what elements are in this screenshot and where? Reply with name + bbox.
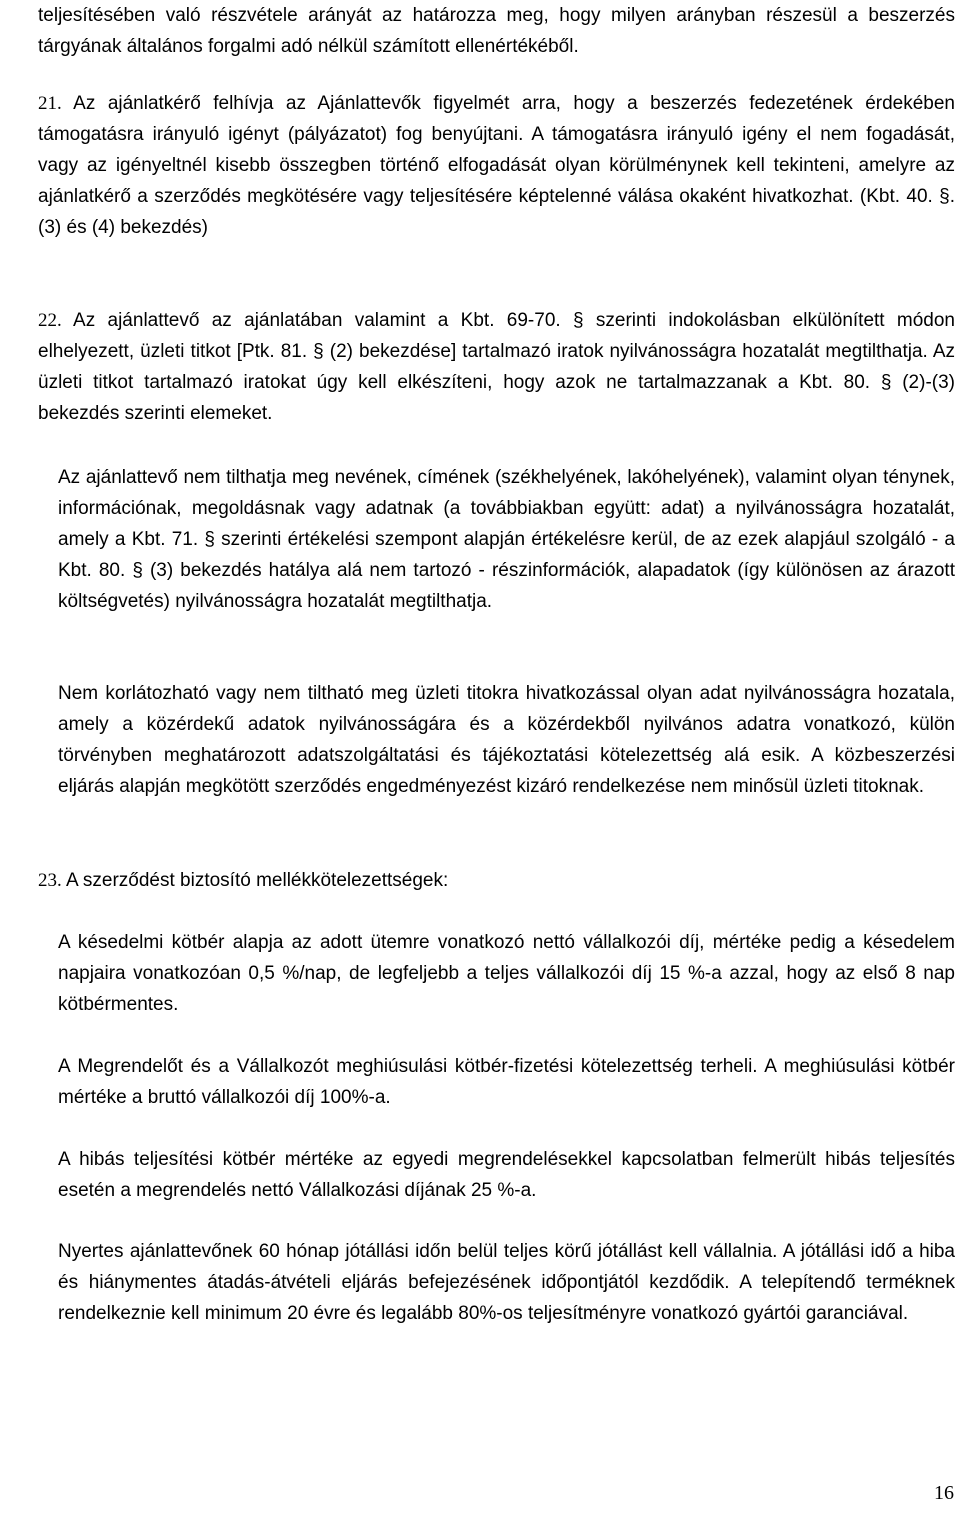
paragraph-text: A késedelmi kötbér alapja az adott ütemre vonatkozó nettó vállalkozói díj, mértéke pedig a késedelem napjaira vonatkozóan 0,5 %/nap, de legfeljebb a teljes vállalkozói díj 15 %-a azzal, hogy az első 8 nap kötbérmentes. <box>58 932 955 1015</box>
paragraph-22-public-data <box>58 678 955 802</box>
paragraph-text: A hibás teljesítési kötbér mértéke az egyedi megrendelésekkel kapcsolatban felmerült hibás teljesítés esetén a megrendelés nettó Vállalkozási díjának 25 %-a. <box>58 1149 955 1201</box>
paragraph-22 <box>38 305 955 429</box>
paragraph-text: Az ajánlattevő nem tilthatja meg nevének, címének (székhelyének, lakóhelyének), valamint olyan ténynek, információnak, megoldásnak vagy adatnak (a továbbiakban együtt: adat) a nyilvánosságra hozatalát, amely a Kbt. 71. § szerinti értékelési szempont alapján értékelésre kerül, de az ezek alapjául szolgáló - a Kbt. 80. § (3) bekezdés hatálya alá nem tartozó - részinformációk, alapadatok (így különösen az árazott költségvetés) nyilvánosságra hozatalát megtilthatja. <box>58 467 955 612</box>
page-number: 16 <box>934 1482 954 1504</box>
paragraph-text: A Megrendelőt és a Vállalkozót meghiúsulási kötbér-fizetési kötelezettség terheli. A meghiúsulási kötbér mértéke a bruttó vállalkozói díj 100%-a. <box>58 1056 955 1108</box>
paragraph-text: A szerződést biztosító mellékkötelezettségek: <box>61 870 449 891</box>
paragraph-23-defect-penalty <box>58 1144 955 1206</box>
paragraph-23 <box>38 865 955 896</box>
item-number: 21. <box>38 93 62 114</box>
paragraph-23-delay-penalty <box>58 927 955 1020</box>
paragraph-text: Nyertes ajánlattevőnek 60 hónap jótállási időn belül teljes körű jótállást kell vállalnia. A jótállási idő a hiba és hiánymentes átadás-átvételi eljárás befejezésének időpontjától kezdődik. A telepítendő terméknek rendelkeznie kell minimum 20 évre és legalább 80%-os teljesítményre vonatkozó gyártói garanciával. <box>58 1241 955 1324</box>
paragraph-continuation <box>38 0 955 62</box>
paragraph-21 <box>38 88 955 243</box>
item-number: 22. <box>38 310 62 331</box>
paragraph-text: teljesítésében való részvétele arányát az határozza meg, hogy milyen arányban részesül a beszerzés tárgyának általános forgalmi adó nélkül számított ellenértékéből. <box>38 5 955 57</box>
paragraph-text: Nem korlátozható vagy nem tiltható meg üzleti titokra hivatkozással olyan adat nyilvánosságra hozatala, amely a közérdekű adatok nyilvánosságára és a közérdekből nyilvános adatra vonatkozó, külön törvényben meghatározott adatszolgáltatási és tájékoztatási kötelezettség alá esik. A közbeszerzési eljárás alapján megkötött szerződés engedményezést kizáró rendelkezése nem minősül üzleti titoknak. <box>58 683 955 797</box>
paragraph-22-trade-secret <box>58 462 955 617</box>
item-number: 23. <box>38 870 62 891</box>
paragraph-text: Az ajánlatkérő felhívja az Ajánlattevők figyelmét arra, hogy a beszerzés fedezetének érdekében támogatásra irányuló igényt (pályázatot) fog benyújtani. A támogatásra irányuló igény el nem fogadását, vagy az igényeltnél kisebb összegben történő elfogadását olyan körülménynek kell tekinteni, amelyre az ajánlatkérő a szerződés megkötésére vagy teljesítésére képtelenné válása okaként hivatkozhat. (Kbt. 40. §. (3) és (4) bekezdés) <box>38 93 955 238</box>
paragraph-23-failure-penalty <box>58 1051 955 1113</box>
paragraph-text: Az ajánlattevő az ajánlatában valamint a Kbt. 69-70. § szerinti indokolásban elkülönített módon elhelyezett, üzleti titkot [Ptk. 81. § (2) bekezdése] tartalmazó iratok nyilvánosságra hozatalát megtilthatja. Az üzleti titkot tartalmazó iratokat úgy kell elkészíteni, hogy azok ne tartalmazzanak a Kbt. 80. § (2)-(3) bekezdés szerinti elemeket. <box>38 310 955 424</box>
paragraph-23-warranty <box>58 1236 955 1329</box>
